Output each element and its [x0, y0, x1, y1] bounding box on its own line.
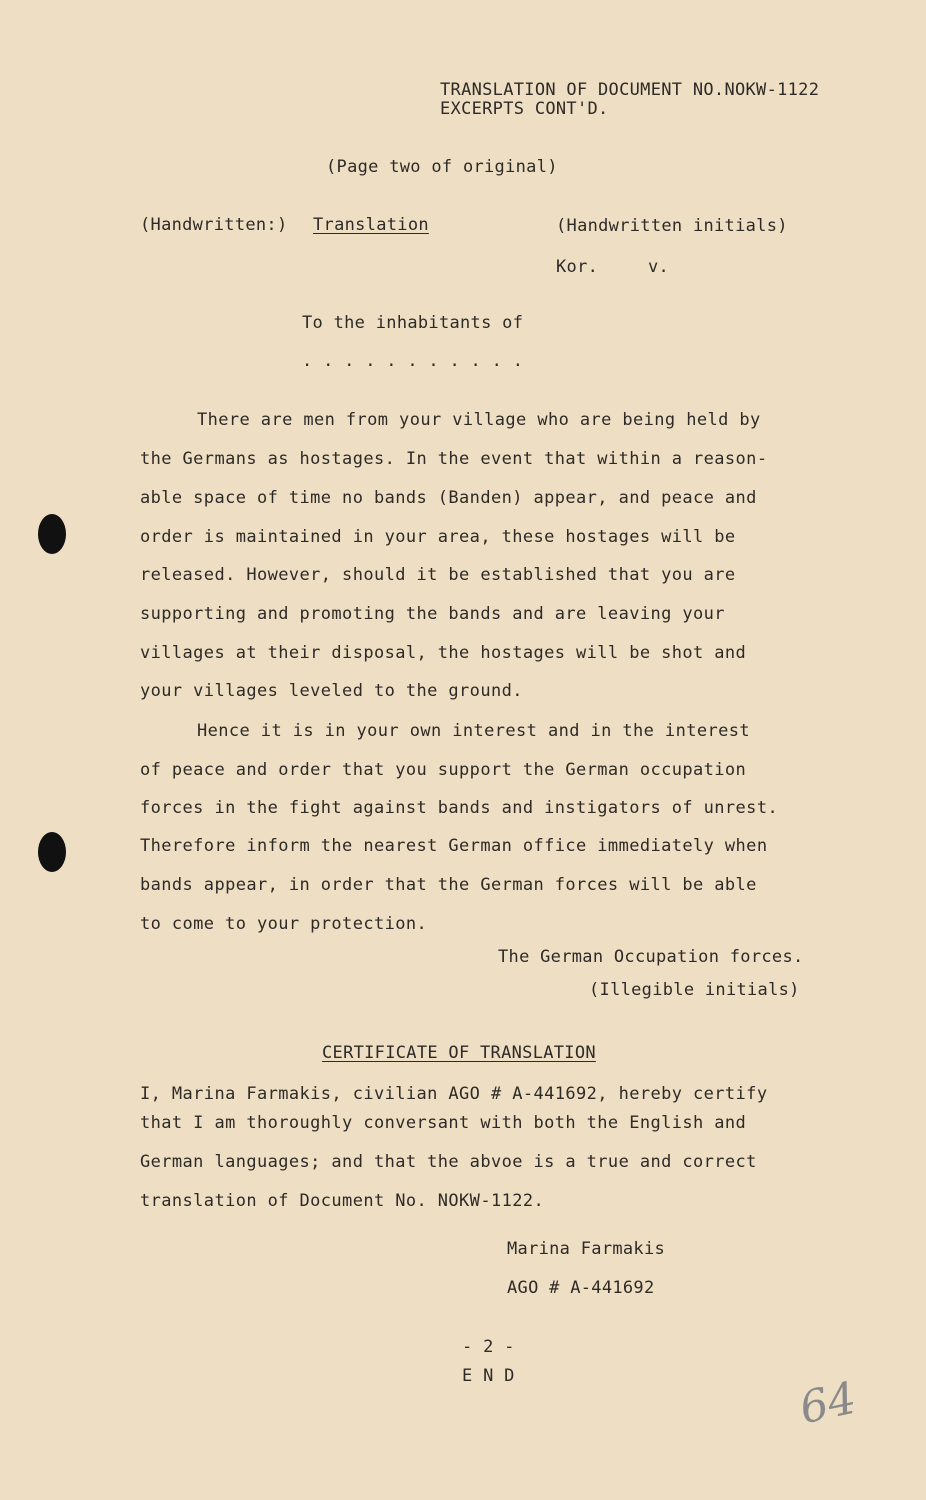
page-note: (Page two of original)	[326, 157, 558, 177]
paragraph-1-line: your villages leveled to the ground.	[140, 681, 523, 701]
translation-label: Translation	[313, 215, 429, 235]
signature-line-2: (Illegible initials)	[589, 980, 800, 1000]
handwritten-label: (Handwritten:)	[140, 215, 288, 235]
signature-line-1: The German Occupation forces.	[498, 947, 804, 967]
handwritten-page-number: 64	[795, 1372, 861, 1435]
placeholder-dots: . . . . . . . . . . .	[302, 351, 524, 371]
header-line-2: EXCERPTS CONT'D.	[440, 99, 609, 119]
signer-ago: AGO # A-441692	[507, 1278, 655, 1298]
paragraph-1-line: supporting and promoting the bands and are leaving your	[140, 604, 725, 624]
punch-hole	[38, 514, 66, 554]
paragraph-1-line: released. However, should it be established that you are	[140, 565, 736, 585]
addressee: To the inhabitants of	[302, 313, 524, 333]
paragraph-2-line: Hence it is in your own interest and in the interest	[197, 721, 751, 741]
paragraph-1-line: villages at their disposal, the hostages will be shot and	[140, 643, 747, 663]
paragraph-2-line: forces in the fight against bands and instigators of unrest.	[140, 798, 779, 818]
paragraph-2-line: of peace and order that you support the German occupation	[140, 760, 747, 780]
paragraph-2-line: Therefore inform the nearest German office immediately when	[140, 836, 768, 856]
paragraph-1-line: There are men from your village who are being held by	[197, 410, 761, 430]
header-line-1: TRANSLATION OF DOCUMENT NO.NOKW-1122	[440, 80, 820, 100]
punch-hole	[38, 832, 66, 872]
certificate-line: translation of Document No. NOKW-1122.	[140, 1191, 545, 1211]
certificate-line: I, Marina Farmakis, civilian AGO # A-441692, hereby certify	[140, 1084, 768, 1104]
initials-kor: Kor.	[556, 257, 599, 277]
page-number: - 2 -	[462, 1337, 515, 1357]
certificate-title: CERTIFICATE OF TRANSLATION	[322, 1043, 596, 1063]
paragraph-2-line: bands appear, in order that the German forces will be able	[140, 875, 757, 895]
end-mark: E N D	[462, 1366, 515, 1386]
initials-v: v.	[648, 257, 670, 277]
certificate-line: German languages; and that the abvoe is a true and correct	[140, 1152, 757, 1172]
handwritten-initials-label: (Handwritten initials)	[556, 216, 788, 236]
paragraph-2-line: to come to your protection.	[140, 914, 428, 934]
certificate-line: that I am thoroughly conversant with both the English and	[140, 1113, 747, 1133]
paragraph-1-line: able space of time no bands (Banden) appear, and peace and	[140, 488, 757, 508]
paragraph-1-line: order is maintained in your area, these hostages will be	[140, 527, 736, 547]
paragraph-1-line: the Germans as hostages. In the event that within a reason-	[140, 449, 768, 469]
signer-name: Marina Farmakis	[507, 1239, 666, 1259]
